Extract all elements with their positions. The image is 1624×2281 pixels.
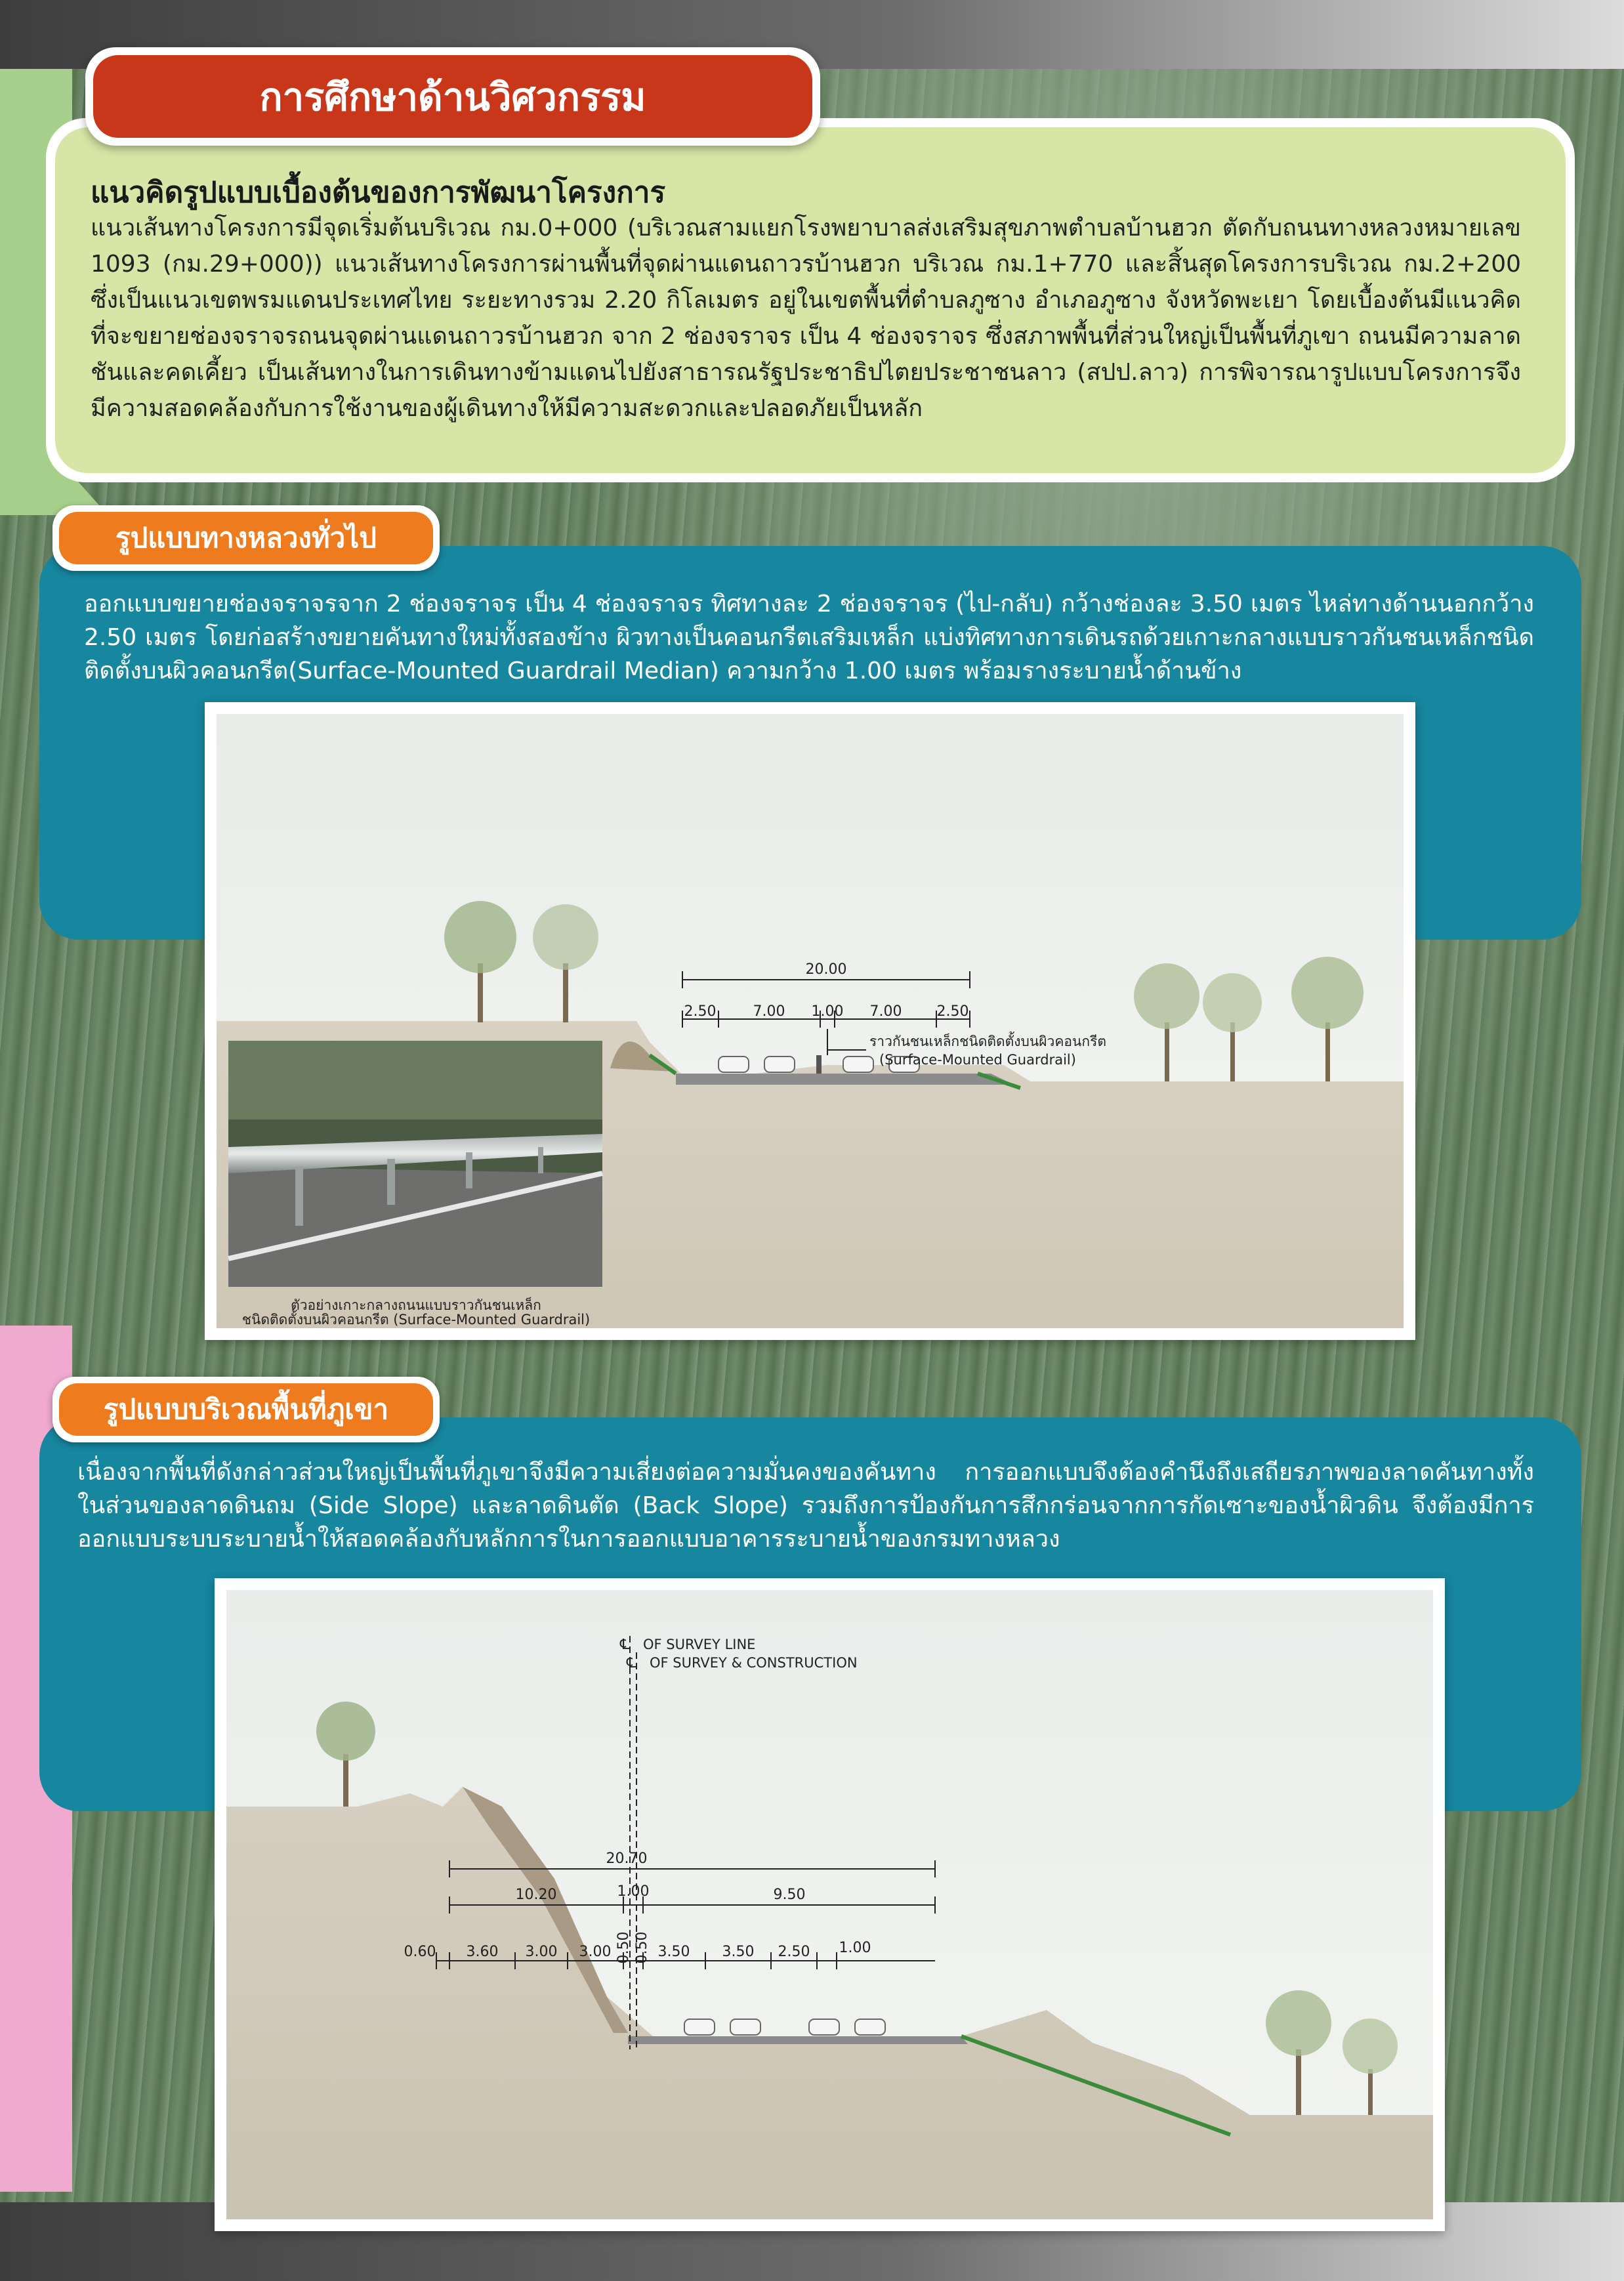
diagram2-seg-3: 3.00 — [579, 1944, 612, 1960]
photo-caption-line1: ตัวอย่างเกาะกลางถนนแบบราวกันชนเหล็ก — [291, 1297, 541, 1313]
tree-icon — [1266, 1990, 1331, 2056]
car-icon — [843, 1057, 873, 1072]
section2-tag-label: รูปแบบบริเวณพื้นที่ภูเขา — [59, 1383, 433, 1436]
cross-section-diagram-general — [217, 714, 1404, 1328]
diagram1-dim-lanes-right: 7.00 — [869, 1003, 902, 1020]
page-title-pill — [85, 47, 820, 146]
survey-line-label: ℄ — [620, 1637, 630, 1653]
photo-caption-line2: ชนิดติดตั้งบนผิวคอนกรีต (Surface-Mounted Guardrail) — [241, 1312, 591, 1328]
car-icon — [809, 2019, 839, 2035]
section1-tag — [52, 505, 440, 571]
diagram2-seg-0: 0.60 — [404, 1944, 436, 1960]
section1-figure-frame — [205, 702, 1415, 1340]
diagram1-callout-english: (Surface-Mounted Guardrail) — [879, 1052, 1076, 1068]
diagram1-dim-shoulder-right: 2.50 — [936, 1003, 969, 1020]
guardrail-photo — [228, 1041, 602, 1287]
diagram2-seg-6: 3.50 — [657, 1944, 690, 1960]
diagram2-seg-5: 0.50 — [634, 1931, 650, 1964]
diagram1-median-guardrail — [816, 1055, 822, 1074]
diagram2-seg-1: 3.60 — [466, 1944, 499, 1960]
tree-icon — [444, 901, 516, 973]
diagram2-seg-9: 1.00 — [839, 1940, 871, 1956]
car-icon — [855, 2019, 885, 2035]
diagram2-left-width: 10.20 — [515, 1887, 557, 1903]
section1-tag-label: รูปแบบทางหลวงทั่วไป — [59, 512, 433, 564]
diagram1-road — [676, 1074, 1014, 1085]
intro-body: แนวเส้นทางโครงการมีจุดเริ่มต้นบริเวณ กม.0+000 (บริเวณสามแยกโรงพยาบาลส่งเสริมสุขภาพตำบลบ้านฮวก ตัดกับถนนทางหลวงหมายเลข 1093 (กม.29+000)) แนวเส้นทางโครงการผ่านพื้นที่จุดผ่านแดนถาวรบ้านฮวก บริเวณ กม.1+770 และสิ้นสุดโครงการบริเวณ กม.2+200 ซึ่งเป็นแนวเขตพรมแดนประเทศไทย ระยะทางรวม 2.20 กิโลเมตร อยู่ในเขตพื้นที่ตำบลภูซาง อำเภอภูซาง จังหวัดพะเยา โดยเบื้องต้นมีแนวคิดที่จะขยายช่องจราจรถนนจุดผ่านแดนถาวรบ้านฮวก จาก 2 ช่องจราจร เป็น 4 ช่องจราจร ซึ่งสภาพพื้นที่ส่วนใหญ่เป็นพื้นที่ภูเขา ถนนมีความลาดชันและคดเคี้ยว เป็นเส้นทางในการเดินทางข้ามแดนไปยังสาธารณรัฐประชาธิปไตยประชาชนลาว (สปป.ลาว) การพิจารณารูปแบบโครงการจึงมีความสอดคล้องกับการใช้งานของผู้เดินทางให้มีความสะดวกและปลอดภัยเป็นหลัก — [91, 215, 1521, 422]
diagram1-dim-shoulder-left: 2.50 — [684, 1003, 717, 1020]
page-title: การศึกษาด้านวิศวกรรม — [93, 55, 812, 138]
tree-icon — [1134, 963, 1199, 1029]
tree-icon — [533, 904, 598, 970]
car-icon — [718, 1057, 749, 1072]
diagram1-dim-median: 1.00 — [811, 1003, 844, 1020]
section1-body: ออกแบบขยายช่องจราจรจาก 2 ช่องจราจร เป็น 4 ช่องจราจร ทิศทางละ 2 ช่องจราจร (ไป-กลับ) กว้างช่องละ 3.50 เมตร ไหล่ทางด้านนอกกว้าง 2.50 เมตร โดยก่อสร้างขยายคันทางใหม่ทั้งสองข้าง ผิวทางเป็นคอนกรีตเสริมเหล็ก แบ่งทิศทางการเดินรถด้วยเกาะกลางแบบราวกันชนเหล็กชนิดติดตั้งบนผิวคอนกรีต(Surface-Mounted Guardrail Median) ความกว้าง 1.00 เมตร พร้อมรางระบายน้ำด้านข้าง — [84, 591, 1534, 684]
tree-icon — [316, 1702, 375, 1761]
diagram2-right-width: 9.50 — [773, 1887, 806, 1903]
diagram2-total-width: 20.70 — [606, 1851, 648, 1867]
diagram2-seg-8: 2.50 — [778, 1944, 810, 1960]
section2-figure-frame — [215, 1578, 1445, 2231]
diagram2-center-width: 1.00 — [617, 1883, 650, 1900]
diagram2-seg-7: 3.50 — [722, 1944, 755, 1960]
intro-heading: แนวคิดรูปแบบเบื้องต้นของการพัฒนาโครงการ — [91, 176, 666, 209]
diagram1-dim-lanes-left: 7.00 — [753, 1003, 785, 1020]
diagram1-callout-thai: ราวกันชนเหล็กชนิดติดตั้งบนผิวคอนกรีต — [869, 1034, 1106, 1049]
diagram2-road — [628, 2036, 968, 2044]
tree-icon — [1291, 957, 1364, 1029]
survey-construction-text: OF SURVEY & CONSTRUCTION — [650, 1655, 858, 1671]
survey-line-text: OF SURVEY LINE — [643, 1637, 756, 1652]
car-icon — [764, 1057, 795, 1072]
diagram2-seg-2: 3.00 — [525, 1944, 558, 1960]
tree-icon — [1203, 973, 1262, 1032]
survey-construction-label: ℄ — [627, 1655, 636, 1671]
section2-body: เนื่องจากพื้นที่ดังกล่าวส่วนใหญ่เป็นพื้นที่ภูเขาจึงมีความเสี่ยงต่อความมั่นคงของคันทาง การออกแบบจึงต้องคำนึงถึงเสถียรภาพของลาดคันทางทั้งในส่วนของลาดดินถม (Side Slope) และลาดดินตัด (Back Slope) รวมถึงการป้องกันการสึกกร่อนจากการกัดเซาะของน้ำผิวดิน จึงต้องมีการออกแบบระบบระบายน้ำให้สอดคล้องกับหลักการในการออกแบบอาคารระบายน้ำของกรมทางหลวง — [77, 1459, 1534, 1553]
diagram1-total-width: 20.00 — [805, 961, 847, 978]
tree-icon — [1343, 2019, 1398, 2074]
diagram2-seg-4: 0.50 — [615, 1931, 632, 1964]
car-icon — [730, 2019, 760, 2035]
car-icon — [684, 2019, 715, 2035]
section2-tag — [52, 1377, 440, 1442]
cross-section-diagram-mountain — [226, 1590, 1433, 2219]
